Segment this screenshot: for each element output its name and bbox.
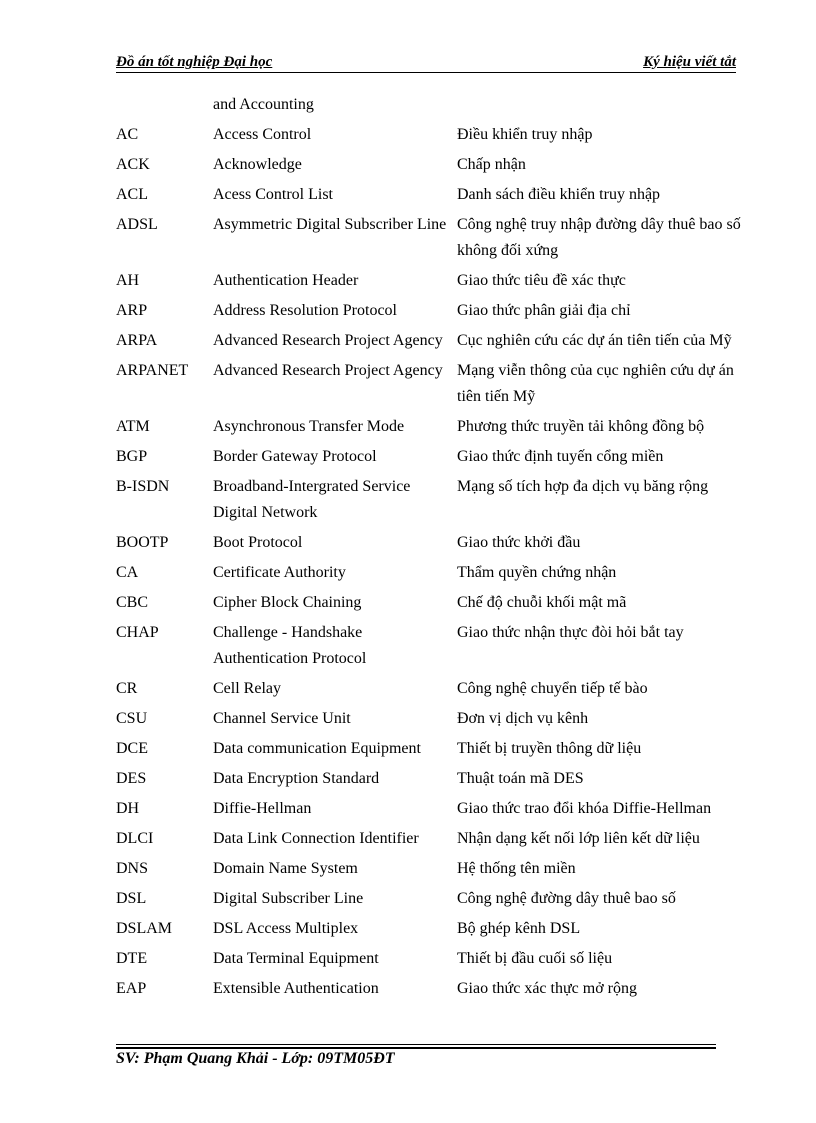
english-term-cell: Cell Relay <box>213 680 281 697</box>
english-term-cell: Advanced Research Project Agency <box>213 362 443 379</box>
vietnamese-term-cell: Điều khiển truy nhập <box>457 126 593 143</box>
table-row <box>116 152 742 182</box>
abbreviation-cell: BGP <box>116 448 148 465</box>
table-row <box>116 328 742 358</box>
vietnamese-term-cell: Thẩm quyền chứng nhận <box>457 564 617 581</box>
vietnamese-term-cell: Giao thức định tuyến cổng miền <box>457 448 664 465</box>
header-divider <box>116 72 736 73</box>
table-row <box>116 268 742 298</box>
english-term-cell: Cipher Block Chaining <box>213 594 362 611</box>
table-row <box>116 122 742 152</box>
table-row <box>116 414 742 444</box>
english-term-cell: Border Gateway Protocol <box>213 448 377 465</box>
abbreviation-cell: CR <box>116 680 138 697</box>
table-row <box>116 444 742 474</box>
vietnamese-term-cell: Danh sách điều khiển truy nhập <box>457 186 661 203</box>
abbreviation-cell: DCE <box>116 740 148 757</box>
table-row <box>116 474 742 530</box>
table-row <box>116 212 742 268</box>
vietnamese-term-cell: Mạng số tích hợp đa dịch vụ băng rộng <box>457 478 709 495</box>
vietnamese-term-cell: Giao thức xác thực mở rộng <box>457 980 637 997</box>
abbreviation-cell <box>116 92 213 118</box>
table-row <box>116 560 742 590</box>
english-term-cell: Advanced Research Project Agency <box>213 332 443 349</box>
abbreviation-cell: EAP <box>116 980 147 997</box>
english-term-cell: Asymmetric Digital Subscriber Line <box>213 216 447 233</box>
english-term-cell: Address Resolution Protocol <box>213 302 397 319</box>
vietnamese-term-cell: Giao thức nhận thực đòi hỏi bắt tay <box>457 624 684 641</box>
vietnamese-term-cell: Công nghệ truy nhập đường dây thuê bao số không đối xứng <box>457 216 741 259</box>
english-term-cell: Broadband-Intergrated Service Digital Network <box>213 478 411 521</box>
table-row <box>116 886 742 916</box>
english-term-cell: and Accounting <box>213 96 314 113</box>
english-term-cell: Asynchronous Transfer Mode <box>213 418 405 435</box>
table-row <box>116 182 742 212</box>
vietnamese-term-cell: Thuật toán mã DES <box>457 770 584 787</box>
table-row <box>116 676 742 706</box>
vietnamese-term-cell: Giao thức khởi đầu <box>457 534 581 551</box>
english-term-cell: Extensible Authentication <box>213 980 379 997</box>
vietnamese-term-cell: Phương thức truyền tải không đồng bộ <box>457 418 705 435</box>
abbreviation-cell: ACK <box>116 156 150 173</box>
table-row <box>116 826 742 856</box>
abbreviation-cell: AC <box>116 126 139 143</box>
table-row <box>116 590 742 620</box>
abbreviation-cell: CHAP <box>116 624 159 641</box>
vietnamese-term-cell: Giao thức phân giải địa chỉ <box>457 302 631 319</box>
table-row <box>116 530 742 560</box>
english-term-cell: Challenge - Handshake Authentication Protocol <box>213 624 367 667</box>
abbreviation-cell: DTE <box>116 950 148 967</box>
footer-divider-thick <box>116 1047 716 1049</box>
vietnamese-term-cell: Chế độ chuỗi khối mật mã <box>457 594 627 611</box>
abbreviation-cell: CBC <box>116 594 149 611</box>
vietnamese-term-cell: Thiết bị truyền thông dữ liệu <box>457 740 642 757</box>
abbreviation-cell: DNS <box>116 860 149 877</box>
english-term-cell: Certificate Authority <box>213 564 346 581</box>
table-row <box>116 620 742 676</box>
english-term-cell: Diffie-Hellman <box>213 800 312 817</box>
vietnamese-term-cell: Thiết bị đầu cuối số liệu <box>457 950 613 967</box>
vietnamese-term-cell: Mạng viễn thông của cục nghiên cứu dự án tiên tiến Mỹ <box>457 362 734 405</box>
vietnamese-term-cell: Bộ ghép kênh DSL <box>457 920 581 937</box>
english-term-cell: Data Terminal Equipment <box>213 950 379 967</box>
abbreviation-cell: ADSL <box>116 216 158 233</box>
table-row <box>116 946 742 976</box>
abbreviation-cell: AH <box>116 272 140 289</box>
footer-divider <box>116 1044 716 1045</box>
vietnamese-term-cell: Đơn vị dịch vụ kênh <box>457 710 589 727</box>
english-term-cell: Data Encryption Standard <box>213 770 380 787</box>
abbreviation-cell: DSL <box>116 890 147 907</box>
vietnamese-term-cell: Chấp nhận <box>457 156 526 173</box>
abbreviation-cell: BOOTP <box>116 534 169 551</box>
english-term-cell: Digital Subscriber Line <box>213 890 364 907</box>
vietnamese-term-cell: Công nghệ chuyển tiếp tế bào <box>457 680 648 697</box>
document-title: Đồ án tốt nghiệp Đại học <box>116 54 273 70</box>
vietnamese-term-cell: Hệ thống tên miền <box>457 860 576 877</box>
table-row <box>116 736 742 766</box>
vietnamese-term-cell: Giao thức trao đổi khóa Diffie-Hellman <box>457 800 712 817</box>
page-footer: SV: Phạm Quang Khải - Lớp: 09TM05ĐT <box>116 1050 395 1067</box>
abbreviation-cell: ACL <box>116 186 148 203</box>
vietnamese-term-cell: Công nghệ đường dây thuê bao số <box>457 890 676 907</box>
vietnamese-term-cell: Nhận dạng kết nối lớp liên kết dữ liệu <box>457 830 700 847</box>
english-term-cell: Access Control <box>213 126 312 143</box>
english-term-cell: Authentication Header <box>213 272 359 289</box>
table-row <box>116 976 742 1006</box>
abbreviation-cell: CA <box>116 564 139 581</box>
table-row <box>116 856 742 886</box>
abbreviation-cell: DSLAM <box>116 920 173 937</box>
abbreviation-cell: DLCI <box>116 830 154 847</box>
abbreviation-cell: ARP <box>116 302 148 319</box>
table-row <box>116 796 742 826</box>
section-title: Ký hiệu viết tắt <box>643 54 736 70</box>
abbreviation-cell: CSU <box>116 710 148 727</box>
vietnamese-term-cell: Cục nghiên cứu các dự án tiên tiến của Mỹ <box>457 332 732 349</box>
english-term-cell: Acess Control List <box>213 186 333 203</box>
english-term-cell: Acknowledge <box>213 156 302 173</box>
table-row <box>116 298 742 328</box>
abbreviation-cell: ARPA <box>116 332 158 349</box>
abbreviation-table <box>116 92 742 1006</box>
english-term-cell: Boot Protocol <box>213 534 303 551</box>
abbreviation-cell: DH <box>116 800 140 817</box>
english-term-cell: Data Link Connection Identifier <box>213 830 419 847</box>
page-header <box>116 54 736 74</box>
abbreviation-cell: ARPANET <box>116 362 189 379</box>
english-term-cell: DSL Access Multiplex <box>213 920 359 937</box>
abbreviation-cell: ATM <box>116 418 150 435</box>
table-row <box>116 916 742 946</box>
table-row <box>116 92 742 122</box>
vietnamese-term-cell <box>457 92 742 118</box>
table-row <box>116 706 742 736</box>
abbreviation-cell: B-ISDN <box>116 478 170 495</box>
english-term-cell: Domain Name System <box>213 860 358 877</box>
english-term-cell: Data communication Equipment <box>213 740 421 757</box>
table-row <box>116 766 742 796</box>
english-term-cell: Channel Service Unit <box>213 710 351 727</box>
abbreviation-cell: DES <box>116 770 147 787</box>
table-row <box>116 358 742 414</box>
vietnamese-term-cell: Giao thức tiêu đề xác thực <box>457 272 626 289</box>
